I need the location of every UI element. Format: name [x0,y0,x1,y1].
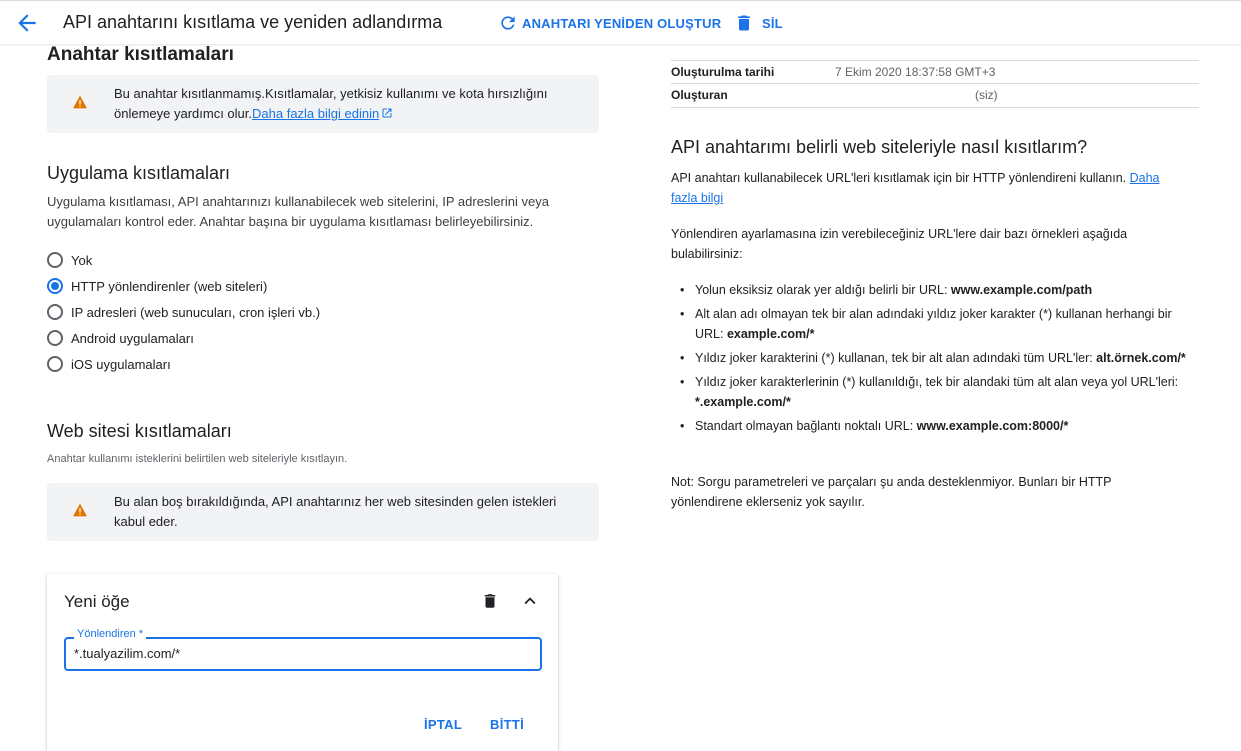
help-heading: API anahtarımı belirli web siteleriyle nasıl kısıtlarım? [671,137,1088,157]
trash-icon[interactable] [481,592,499,610]
radio-button[interactable] [47,252,63,268]
unrestricted-warning [47,75,599,133]
top-bar [0,0,1241,44]
delete-key-button[interactable] [734,10,783,36]
radio-button[interactable] [47,330,63,346]
examples-intro: Yönlendiren ayarlamasına izin verebileceğiniz URL'lere dair bazı örnekleri aşağıda bulabilirsiniz: [671,227,1128,261]
radio-android-apps[interactable] [47,328,194,348]
radio-http-referrers[interactable] [47,276,267,296]
referrer-field [64,628,542,671]
examples-list [671,280,1191,440]
new-item-card [47,574,558,751]
key-restrictions-heading: Anahtar kısıtlamaları [47,44,234,65]
arrow-back-icon[interactable] [14,10,40,36]
radio-ios-apps[interactable] [47,354,171,374]
info-row-creator [671,84,1199,108]
created-value: 7 Ekim 2020 18:37:58 GMT+3 [835,65,996,79]
info-row-created [671,60,1199,84]
radio-button[interactable] [47,304,63,320]
trash-icon [734,13,754,33]
radio-button[interactable] [47,356,63,372]
chevron-up-icon[interactable] [519,590,541,612]
regenerate-key-label: ANAHTARI YENİDEN OLUŞTUR [522,15,722,31]
help-learn-more-link[interactable]: Daha fazla bilgi [671,171,1160,205]
radio-label: iOS uygulamaları [71,356,171,372]
creator-value: (siz) [975,88,998,102]
list-item: • Standart olmayan bağlantı noktalı URL: www.example.com:8000/* [671,416,1191,436]
empty-field-warning-text: Bu alan boş bırakıldığında, API anahtarınız her web sitesinden gelen istekleri kabul eder. [114,494,557,529]
list-item: • Yolun eksiksiz olarak yer aldığı belirli bir URL: www.example.com/path [671,280,1191,300]
website-restrictions-heading: Web sitesi kısıtlamaları [47,421,232,441]
done-button[interactable]: BİTTİ [490,717,524,732]
radio-none[interactable] [47,250,92,270]
external-link-icon [381,107,393,119]
list-item: • Yıldız joker karakterlerinin (*) kullanıldığı, tek bir alandaki tüm alt alan veya yol URL'leri: *.example.com/* [671,372,1191,412]
created-label: Oluşturulma tarihi [671,65,775,79]
list-item: • Alt alan adı olmayan tek bir alan adındaki yıldız joker karakter (*) kullanan herhangi bir URL: example.com/* [671,304,1191,344]
regenerate-key-button[interactable] [498,10,721,36]
empty-field-warning [47,483,599,541]
radio-ip-addresses[interactable] [47,302,320,322]
website-restrictions-subtext: Anahtar kullanımı isteklerini belirtilen web siteleriyle kısıtlayın. [47,453,348,465]
radio-label: Android uygulamaları [71,330,194,346]
referrer-input[interactable] [74,646,514,661]
creator-label: Oluşturan [671,88,728,102]
learn-more-link[interactable]: Daha fazla bilgi edinin [252,106,393,121]
cancel-button[interactable]: İPTAL [424,717,463,732]
radio-button-selected[interactable] [47,278,63,294]
help-intro: API anahtarı kullanabilecek URL'leri kısıtlamak için bir HTTP yönlendireni kullanın. Daha fazla bilgi [671,171,1160,205]
warning-icon [72,503,88,517]
refresh-icon [498,13,518,33]
warning-icon [72,95,88,109]
help-note: Not: Sorgu parametreleri ve parçaları şu anda desteklenmiyor. Bunları bir HTTP yönlendirene eklerseniz yok sayılır. [671,475,1112,509]
app-restrictions-description: Uygulama kısıtlaması, API anahtarınızı kullanabilecek web sitelerini, IP adreslerini veya uygulamaları kontrol eder. Anahtar başına bir uygulama kısıtlaması belirleyebilirsiniz. [47,194,549,229]
list-item: • Yıldız joker karakterini (*) kullanan, tek bir alt alan adındaki tüm URL'ler: alt.örnek.com/* [671,348,1191,368]
radio-label: IP adresleri (web sunucuları, cron işleri vb.) [71,304,321,320]
page-title: API anahtarını kısıtlama ve yeniden adlandırma [63,12,443,32]
app-restrictions-heading: Uygulama kısıtlamaları [47,163,231,183]
radio-label: Yok [71,252,93,268]
radio-label: HTTP yönlendirenler (web siteleri) [71,278,268,294]
key-info-table [671,60,1199,108]
referrer-field-label: Yönlendiren * [74,628,146,640]
delete-key-label: SİL [762,15,783,31]
unrestricted-warning-text: Bu anahtar kısıtlanmamış.Kısıtlamalar, yetkisiz kullanımı ve kota hırsızlığını önlemeye yardımcı olur. [114,86,548,121]
new-item-title: Yeni öğe [64,592,130,611]
